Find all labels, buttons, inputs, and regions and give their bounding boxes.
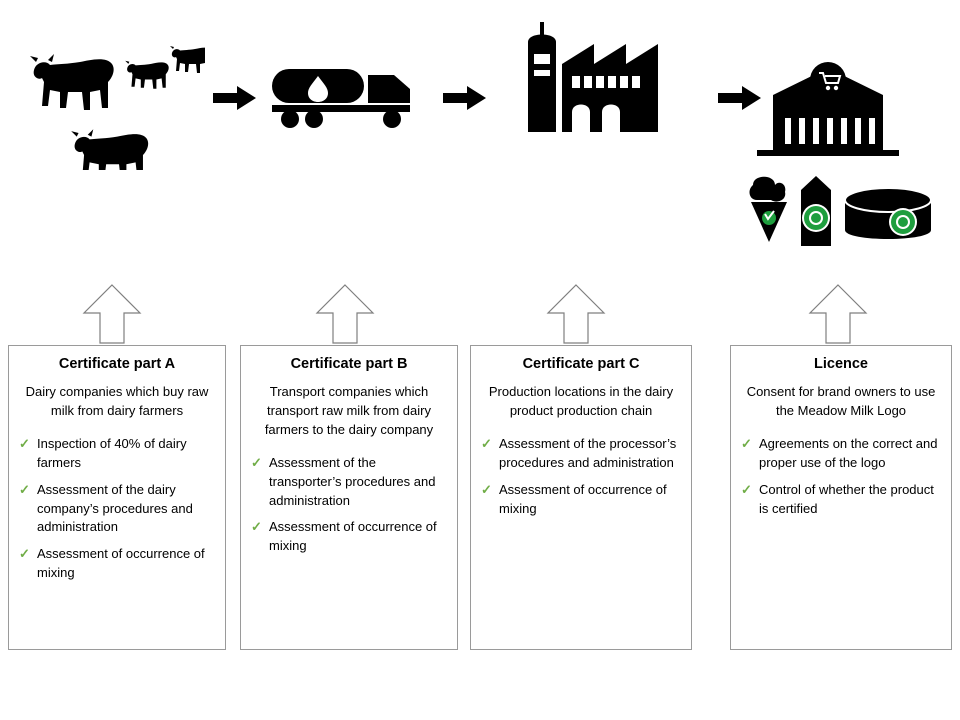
bullet-text: Inspection of 40% of dairy farmers xyxy=(37,436,187,470)
card-description: Production locations in the dairy product production chain xyxy=(488,384,674,419)
flow-arrow-2 xyxy=(443,85,487,116)
card-bullet-list xyxy=(481,435,681,518)
card-title: Licence xyxy=(814,356,868,372)
check-icon: ✓ xyxy=(19,436,30,452)
list-item xyxy=(741,481,941,519)
list-item xyxy=(741,435,941,473)
list-item xyxy=(251,518,447,556)
check-icon: ✓ xyxy=(741,436,752,452)
arrow-up-icon xyxy=(82,283,142,345)
check-icon: ✓ xyxy=(19,546,30,562)
bullet-text: Agreements on the correct and proper use of the logo xyxy=(759,436,938,470)
card-title: Certificate part C xyxy=(522,356,640,372)
bullet-text: Assessment of occurrence of mixing xyxy=(269,519,437,554)
arrow-right-icon xyxy=(443,85,487,111)
arrow-up-icon xyxy=(546,283,606,345)
check-icon: ✓ xyxy=(741,481,752,497)
list-item xyxy=(19,435,215,473)
list-item xyxy=(19,481,215,538)
card-description: Consent for brand owners to use the Meadow Milk Logo xyxy=(746,384,936,419)
check-icon: ✓ xyxy=(19,481,30,497)
card-bullet-list xyxy=(251,454,447,556)
card-description: Dairy companies which buy raw milk from dairy farmers xyxy=(25,384,209,419)
arrow-up-icon xyxy=(315,283,375,345)
card-bullet-list xyxy=(741,435,941,518)
check-icon: ✓ xyxy=(251,519,262,535)
up-arrow-certificate-c xyxy=(546,283,606,350)
card-certificate-part-a[interactable] xyxy=(8,345,226,650)
milk-carton-icon xyxy=(801,176,831,246)
check-icon: ✓ xyxy=(481,436,492,452)
bullet-text: Control of whether the product is certified xyxy=(759,481,934,516)
bullet-text: Assessment of the processor’s procedures and administration xyxy=(499,436,677,470)
list-item xyxy=(19,545,215,583)
card-description: Transport companies which transport raw milk from dairy farmers to the dairy company xyxy=(264,384,434,438)
factory-icon xyxy=(498,20,668,150)
up-arrow-certificate-b xyxy=(315,283,375,350)
bullet-text: Assessment of the dairy company’s procedures and administration xyxy=(37,481,193,535)
card-certificate-part-c[interactable] xyxy=(470,345,692,650)
check-icon: ✓ xyxy=(251,454,262,470)
card-licence[interactable] xyxy=(730,345,952,650)
cheese-wheel-icon xyxy=(845,188,931,239)
card-bullet-list xyxy=(19,435,215,583)
bullet-text: Assessment of occurrence of mixing xyxy=(37,546,205,581)
arrow-right-icon xyxy=(213,85,257,111)
card-title: Certificate part A xyxy=(58,356,176,372)
bullet-text: Assessment of occurrence of mixing xyxy=(499,481,667,516)
list-item xyxy=(251,454,447,511)
flow-arrow-1 xyxy=(213,85,257,116)
stage-production xyxy=(498,20,668,150)
up-arrow-certificate-a xyxy=(82,283,142,350)
tanker-truck-icon xyxy=(270,55,420,145)
list-item xyxy=(481,481,681,519)
bullet-text: Assessment of the transporter’s procedures and administration xyxy=(269,454,436,508)
stage-dairy-farm xyxy=(20,20,205,170)
stage-transport xyxy=(270,55,420,145)
store-icon xyxy=(735,50,950,260)
arrow-up-icon xyxy=(808,283,868,345)
cows-icon xyxy=(20,20,205,170)
up-arrow-licence xyxy=(808,283,868,350)
card-certificate-part-b[interactable] xyxy=(240,345,458,650)
ice-cream-icon xyxy=(750,177,787,242)
list-item xyxy=(481,435,681,473)
card-title: Certificate part B xyxy=(290,356,408,372)
check-icon: ✓ xyxy=(481,481,492,497)
stage-retail xyxy=(735,50,950,260)
